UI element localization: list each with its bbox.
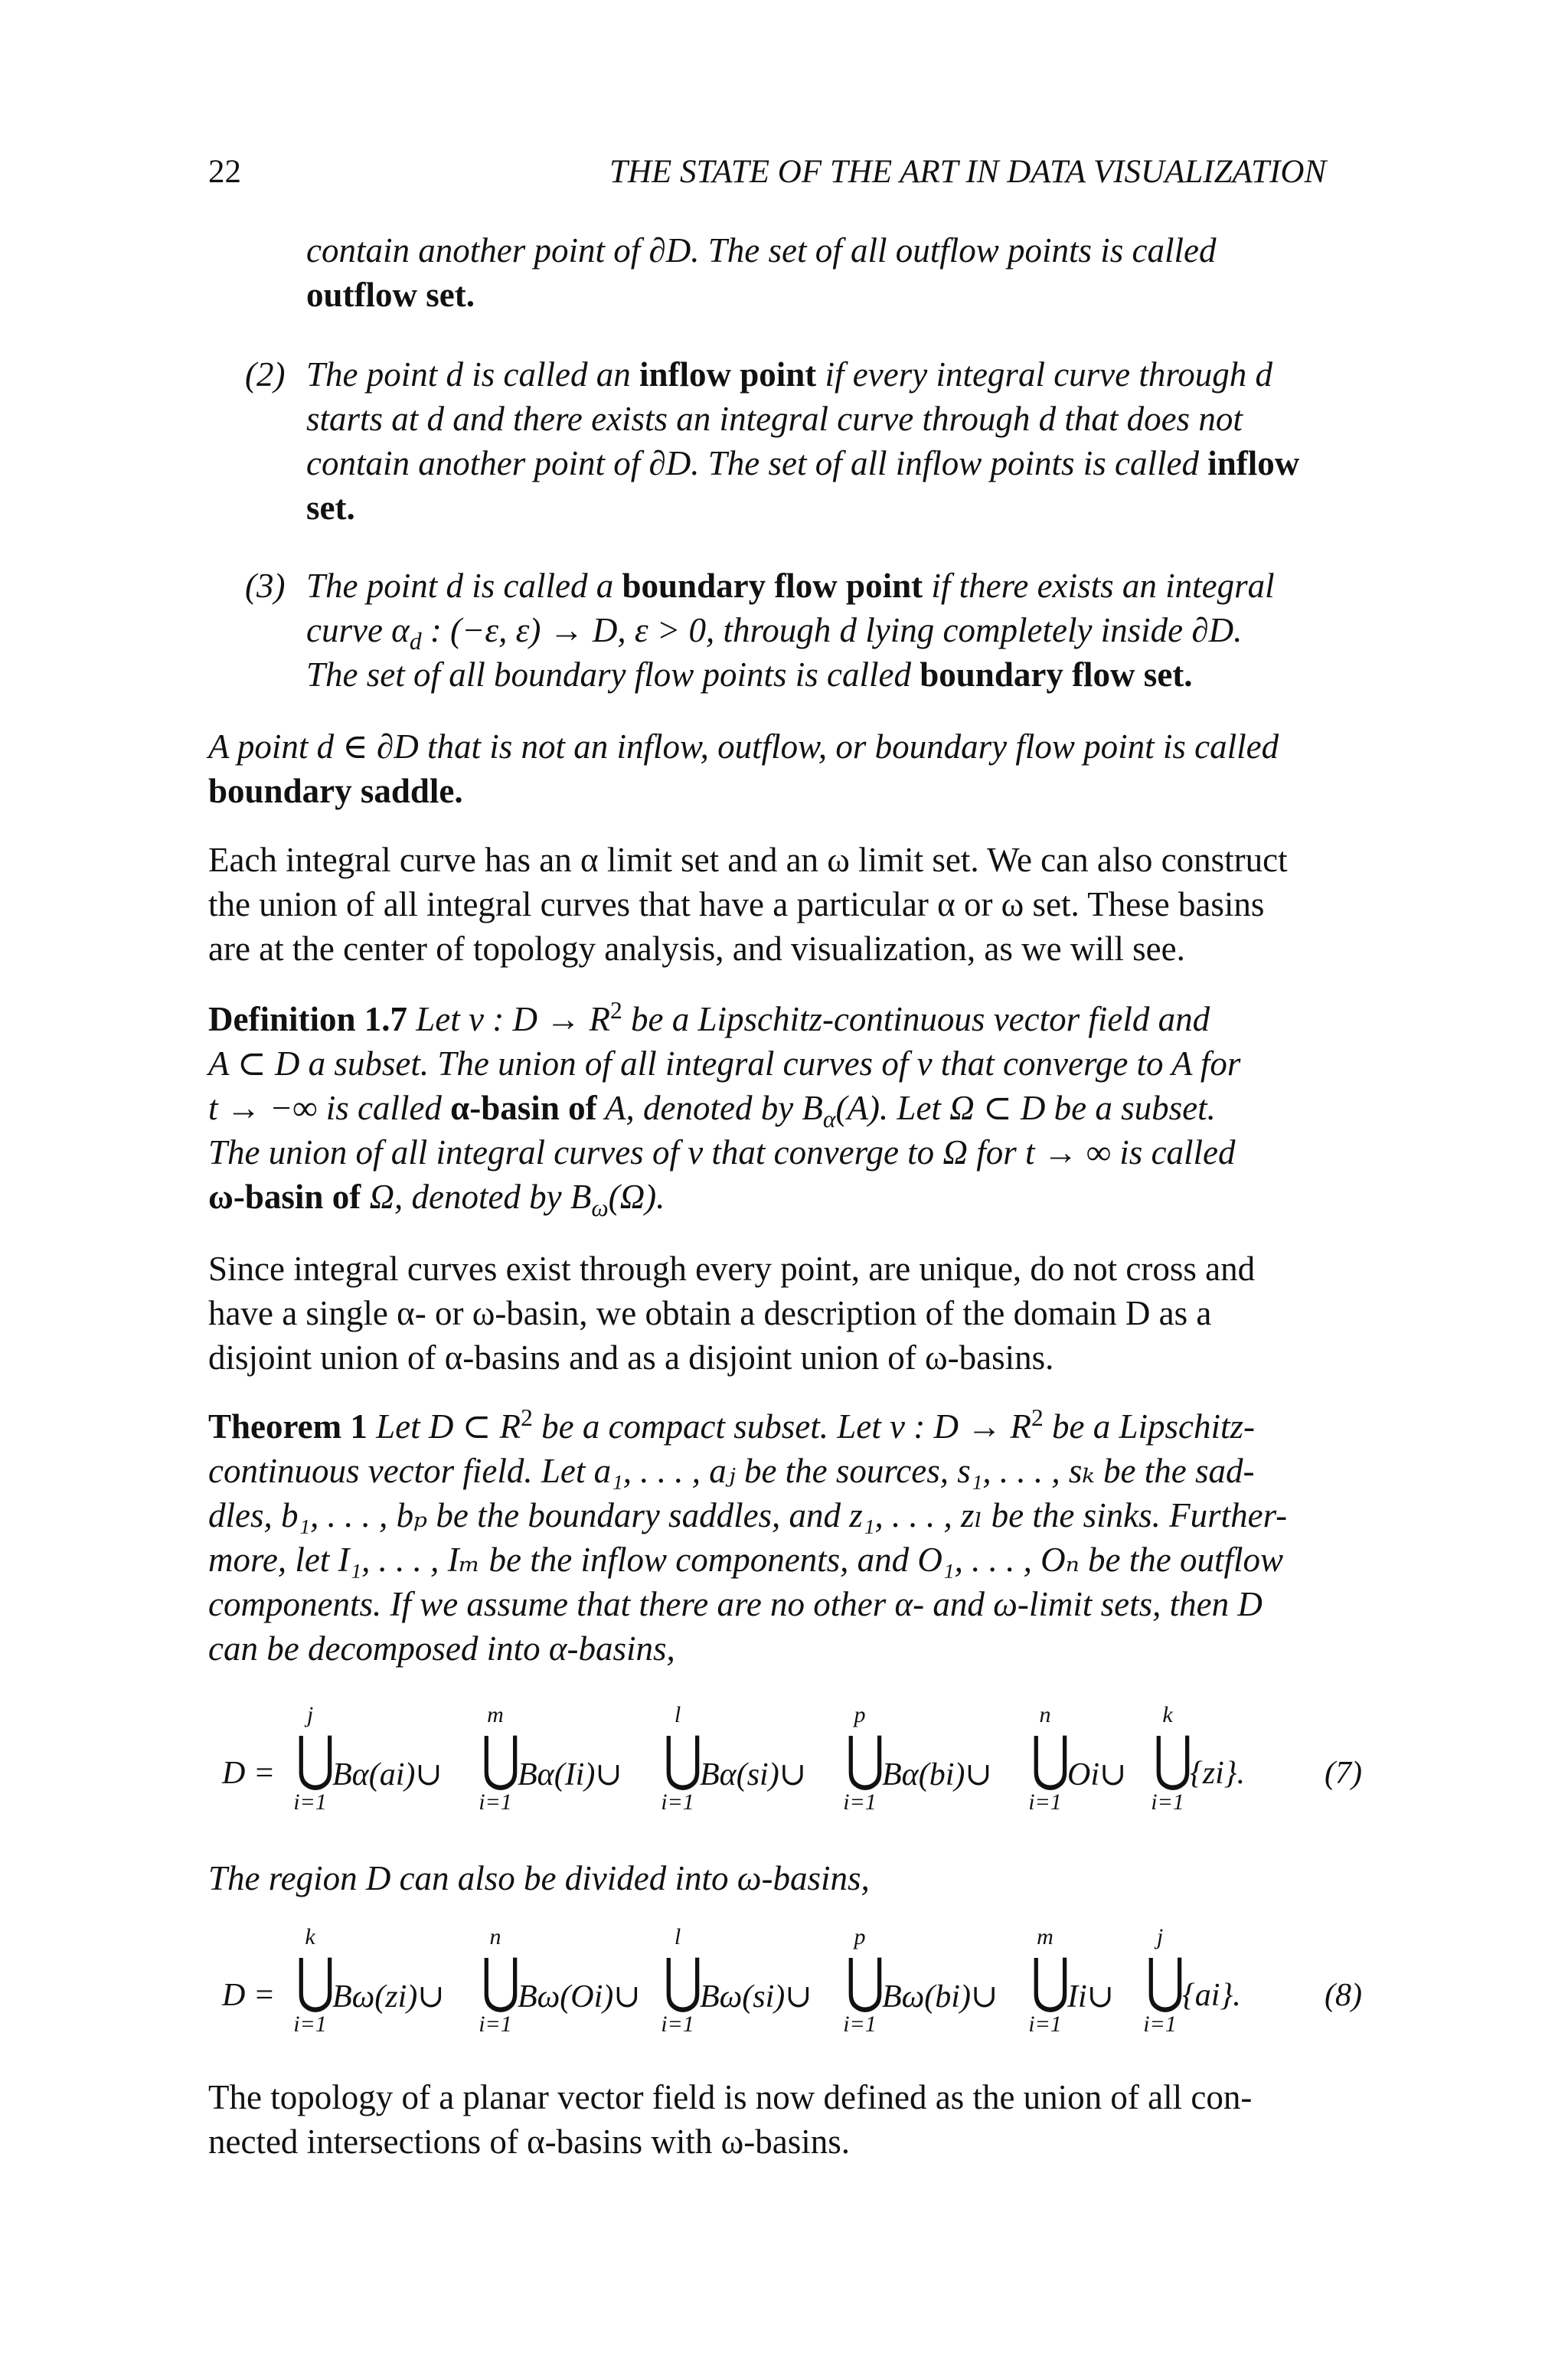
definition-line5: ω-basin of Ω, denoted by $B_\omega(\Omega)$. (208, 1178, 665, 1221)
union-operator: p ⋃ i=1 (843, 1702, 885, 1815)
union-operator: k ⋃ i=1 (293, 1924, 335, 2037)
union-operator: p ⋃ i=1 (843, 1924, 885, 2037)
equation-7-term: Bα(Ii)∪ (518, 1757, 622, 1792)
para2-line1: Since integral curves exist through every point, are unique, do not cross and (208, 1250, 1256, 1288)
theorem-line3: dles, b₁, . . . , bₚ be the boundary saddles, and z₁, . . . , zₗ be the sinks. Further- (208, 1496, 1288, 1534)
para1-line3: are at the center of topology analysis, and visualization, as we will see. (208, 930, 1185, 968)
item1-line2: outflow set. (306, 276, 475, 314)
region-line: The region D can also be divided into ω-basins, (208, 1859, 870, 1897)
equation-7 (222, 1703, 1393, 1848)
equation-8-term: Bω(si)∪ (700, 1979, 812, 2015)
equation-8-term: Bω(bi)∪ (882, 1979, 998, 2015)
item3-line1: The point d is called a boundary flow point if there exists an integral (306, 567, 1275, 605)
item2-line4: set. (306, 489, 355, 527)
para2-line3: disjoint union of α-basins and as a disjoint union of ω-basins. (208, 1338, 1054, 1377)
union-operator: l ⋃ i=1 (661, 1702, 703, 1815)
saddle-line1: A point d ∈ ∂D that is not an inflow, outflow, or boundary flow point is called (208, 727, 1279, 766)
para3-line2: nected intersections of α-basins with ω-basins. (208, 2122, 851, 2161)
para2-line2: have a single α- or ω-basin, we obtain a description of the domain D as a (208, 1294, 1212, 1332)
equation-7-term: Oi∪ (1067, 1757, 1127, 1792)
definition-line4: The union of all integral curves of v that converge to Ω for t → ∞ is called (208, 1133, 1236, 1172)
theorem-line6: can be decomposed into α-basins, (208, 1629, 675, 1668)
union-operator: n ⋃ i=1 (1028, 1702, 1070, 1815)
definition-line1: Definition 1.7 Let v : $D \to R^2$ be a Lipschitz-continuous vector field and (208, 997, 1210, 1038)
para1-line2: the union of all integral curves that have a particular α or ω set. These basins (208, 885, 1265, 923)
union-operator: m ⋃ i=1 (479, 1702, 521, 1815)
para3-line1: The topology of a planar vector field is now defined as the union of all con- (208, 2078, 1253, 2116)
item3-label: (3) (245, 567, 286, 605)
equation-7-term: {zi}. (1190, 1756, 1246, 1791)
running-title: THE STATE OF THE ART IN DATA VISUALIZATION (609, 154, 1327, 190)
equation-8 (222, 1925, 1393, 2070)
page-number: 22 (208, 154, 241, 190)
equation-7-term: Bα(ai)∪ (332, 1757, 443, 1792)
item2-line1: The point d is called an inflow point if every integral curve through d (306, 355, 1272, 394)
union-operator: j ⋃ i=1 (1143, 1924, 1185, 2037)
equation-8-term: Bω(zi)∪ (332, 1979, 445, 2015)
union-operator: k ⋃ i=1 (1151, 1702, 1193, 1815)
equation-8-term: {ai}. (1182, 1978, 1241, 2013)
item2-line3: contain another point of ∂D. The set of all inflow points is called inflow (306, 444, 1300, 482)
item2-line2: starts at d and there exists an integral curve through d that does not (306, 400, 1243, 438)
equation-7-term: Bα(si)∪ (700, 1757, 806, 1792)
item2-label: (2) (245, 355, 286, 394)
theorem-line4: more, let I₁, . . . , Iₘ be the inflow components, and O₁, . . . , Oₙ be the outflow (208, 1541, 1284, 1579)
theorem-line2: continuous vector field. Let a₁, . . . , aⱼ be the sources, s₁, . . . , sₖ be the sad- (208, 1452, 1255, 1490)
union-operator: m ⋃ i=1 (1028, 1924, 1070, 2037)
definition-line2: A ⊂ D a subset. The union of all integral curves of v that converge to A for (208, 1044, 1241, 1083)
union-operator: n ⋃ i=1 (479, 1924, 521, 2037)
definition-heading: Definition 1.7 (208, 1000, 408, 1038)
saddle-line2: boundary saddle. (208, 772, 463, 810)
equation-8-lhs: D = (222, 1978, 276, 2013)
item3-line2: curve $\alpha_d$ : (−ε, ε) → D, ε > 0, through d lying completely inside ∂D. (306, 611, 1243, 655)
theorem-line1: Theorem 1 Let D ⊂ $R^2$ be a compact subset. Let v : $D \to R^2$ be a Lipschitz- (208, 1404, 1255, 1446)
equation-8-number: (8) (1325, 1978, 1362, 2013)
item1-line1: contain another point of ∂D. The set of all outflow points is called (306, 231, 1217, 270)
equation-7-lhs: D = (222, 1756, 276, 1791)
item3-line3: The set of all boundary flow points is called boundary flow set. (306, 655, 1193, 694)
union-operator: j ⋃ i=1 (293, 1702, 335, 1815)
union-operator: l ⋃ i=1 (661, 1924, 703, 2037)
equation-8-term: Ii∪ (1067, 1979, 1114, 2015)
equation-8-term: Bω(Oi)∪ (518, 1979, 641, 2015)
theorem-heading: Theorem 1 (208, 1407, 368, 1446)
definition-line3: t → −∞ is called α-basin of A, denoted by $B_\alpha(A)$. Let Ω ⊂ D be a subset. (208, 1089, 1216, 1132)
equation-7-number: (7) (1325, 1756, 1362, 1791)
para1-line1: Each integral curve has an α limit set and an ω limit set. We can also construct (208, 841, 1288, 879)
theorem-line5: components. If we assume that there are no other α- and ω-limit sets, then D (208, 1585, 1263, 1623)
equation-7-term: Bα(bi)∪ (882, 1757, 992, 1792)
